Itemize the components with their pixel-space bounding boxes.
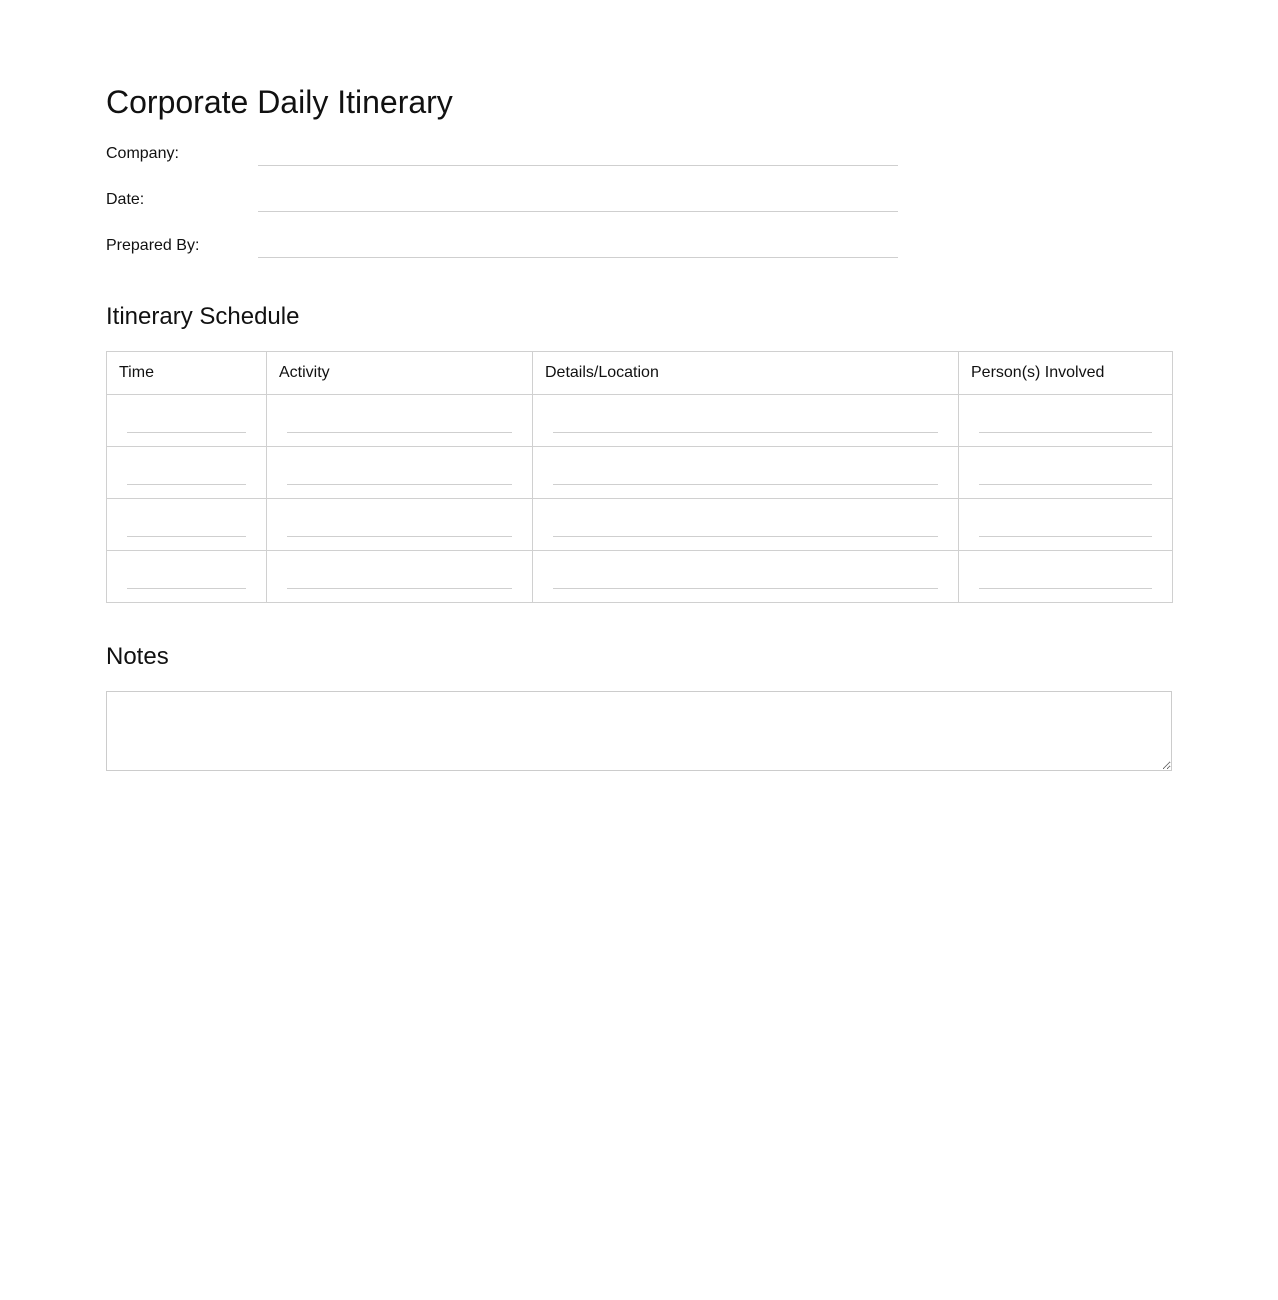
table-row [107,499,1173,551]
activity-input[interactable] [287,515,512,537]
details-location-cell [533,447,959,499]
column-header-time: Time [107,352,267,395]
column-header-persons-involved: Person(s) Involved [959,352,1173,395]
details-location-input[interactable] [553,567,938,589]
time-cell [107,447,267,499]
column-header-activity: Activity [267,352,533,395]
table-row [107,447,1173,499]
persons-involved-cell [959,447,1173,499]
notes-textarea[interactable] [106,691,1172,771]
notes-heading: Notes [106,643,169,670]
activity-input[interactable] [287,567,512,589]
table-row [107,551,1173,603]
time-cell [107,551,267,603]
table-header-row [107,352,1173,395]
persons-involved-input[interactable] [979,411,1152,433]
details-location-input[interactable] [553,463,938,485]
schedule-heading: Itinerary Schedule [106,303,300,330]
persons-involved-input[interactable] [979,463,1152,485]
schedule-table [106,351,1173,603]
table-row [107,395,1173,447]
time-cell [107,499,267,551]
time-cell [107,395,267,447]
date-label: Date: [106,191,145,208]
time-input[interactable] [127,515,246,537]
persons-involved-input[interactable] [979,515,1152,537]
details-location-cell [533,499,959,551]
date-row [106,190,898,220]
activity-input[interactable] [287,463,512,485]
prepared-by-row [106,236,898,266]
company-row [106,144,898,174]
activity-cell [267,447,533,499]
details-location-cell [533,551,959,603]
persons-involved-cell [959,551,1173,603]
prepared-by-label: Prepared By: [106,237,200,254]
details-location-input[interactable] [553,411,938,433]
page-title: Corporate Daily Itinerary [106,84,453,120]
persons-involved-cell [959,395,1173,447]
prepared-by-input[interactable] [258,236,898,258]
time-input[interactable] [127,463,246,485]
time-input[interactable] [127,567,246,589]
activity-input[interactable] [287,411,512,433]
company-label: Company: [106,145,179,162]
time-input[interactable] [127,411,246,433]
activity-cell [267,499,533,551]
persons-involved-cell [959,499,1173,551]
company-input[interactable] [258,144,898,166]
persons-involved-input[interactable] [979,567,1152,589]
activity-cell [267,395,533,447]
date-input[interactable] [258,190,898,212]
details-location-input[interactable] [553,515,938,537]
activity-cell [267,551,533,603]
column-header-details-location: Details/Location [533,352,959,395]
details-location-cell [533,395,959,447]
